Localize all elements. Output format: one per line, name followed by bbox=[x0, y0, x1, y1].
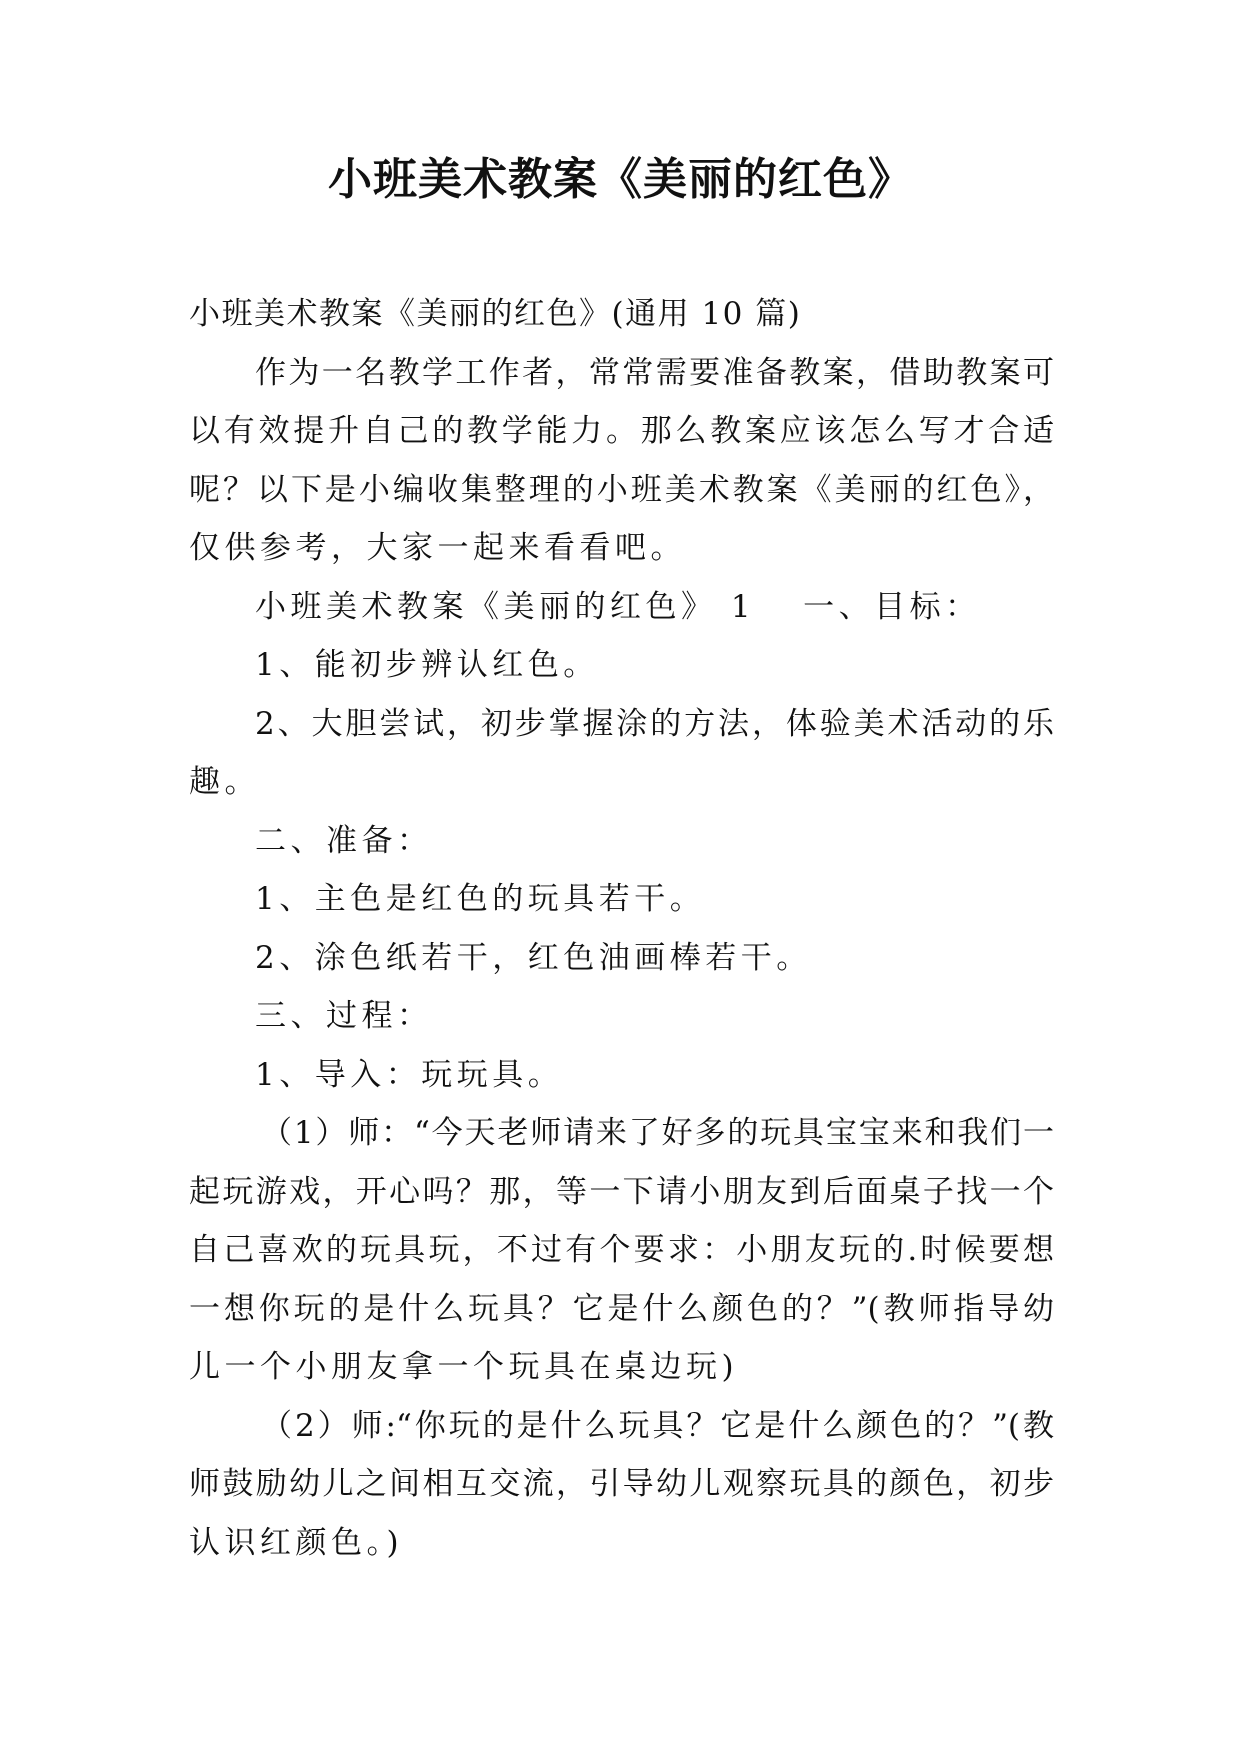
intro-paragraph-line: 以有效提升自己的教学能力。那么教案应该怎么写才合适 bbox=[189, 413, 1054, 449]
goal-item: 1、能初步辨认红色。 bbox=[255, 647, 599, 683]
process-paragraph-line: 一想你玩的是什么玩具？它是什么颜色的？”(教师指导幼 bbox=[189, 1290, 1054, 1327]
process-paragraph-line: 自己喜欢的玩具玩，不过有个要求：小朋友玩的.时候要想 bbox=[189, 1232, 1054, 1268]
goal-heading: 一、目标： bbox=[803, 588, 981, 625]
document-title: 小班美术教案《美丽的红色》 bbox=[328, 154, 913, 205]
goal-item: 2、大胆尝试，初步掌握涂的方法，体验美术活动的乐 bbox=[255, 705, 1054, 742]
document-subtitle: 小班美术教案《美丽的红色》(通用 10 篇) bbox=[189, 296, 802, 332]
document-body bbox=[189, 285, 1054, 1572]
section-heading-line bbox=[189, 578, 1054, 637]
preparation-heading: 二、准备： bbox=[255, 822, 433, 859]
process-heading: 三、过程： bbox=[255, 998, 433, 1034]
process-paragraph-line: 儿一个小朋友拿一个玩具在桌边玩) bbox=[189, 1349, 739, 1385]
process-paragraph-line: 师鼓励幼儿之间相互交流，引导幼儿观察玩具的颜色，初步 bbox=[189, 1466, 1054, 1502]
process-paragraph-line: 认识红颜色。) bbox=[189, 1524, 404, 1561]
process-paragraph-line: （1）师：“今天老师请来了好多的玩具宝宝来和我们一 bbox=[261, 1115, 1054, 1151]
preparation-item: 1、主色是红色的玩具若干。 bbox=[255, 881, 706, 917]
section-heading: 小班美术教案《美丽的红色》 1 bbox=[255, 588, 756, 625]
process-paragraph-line: 起玩游戏，开心吗？那，等一下请小朋友到后面桌子找一个 bbox=[189, 1173, 1054, 1210]
intro-paragraph-line: 作为一名教学工作者，常常需要准备教案，借助教案可 bbox=[255, 354, 1054, 391]
intro-paragraph-line: 仅供参考，大家一起来看看吧。 bbox=[189, 530, 686, 566]
process-paragraph-line: （2）师:“你玩的是什么玩具？它是什么颜色的？”(教 bbox=[261, 1407, 1054, 1444]
process-item: 1、导入：玩玩具。 bbox=[255, 1056, 564, 1093]
goal-item-continued: 趣。 bbox=[189, 764, 260, 800]
intro-paragraph-line: 呢？以下是小编收集整理的小班美术教案《美丽的红色》， bbox=[189, 471, 1054, 508]
preparation-item: 2、涂色纸若干，红色油画棒若干。 bbox=[255, 939, 812, 976]
